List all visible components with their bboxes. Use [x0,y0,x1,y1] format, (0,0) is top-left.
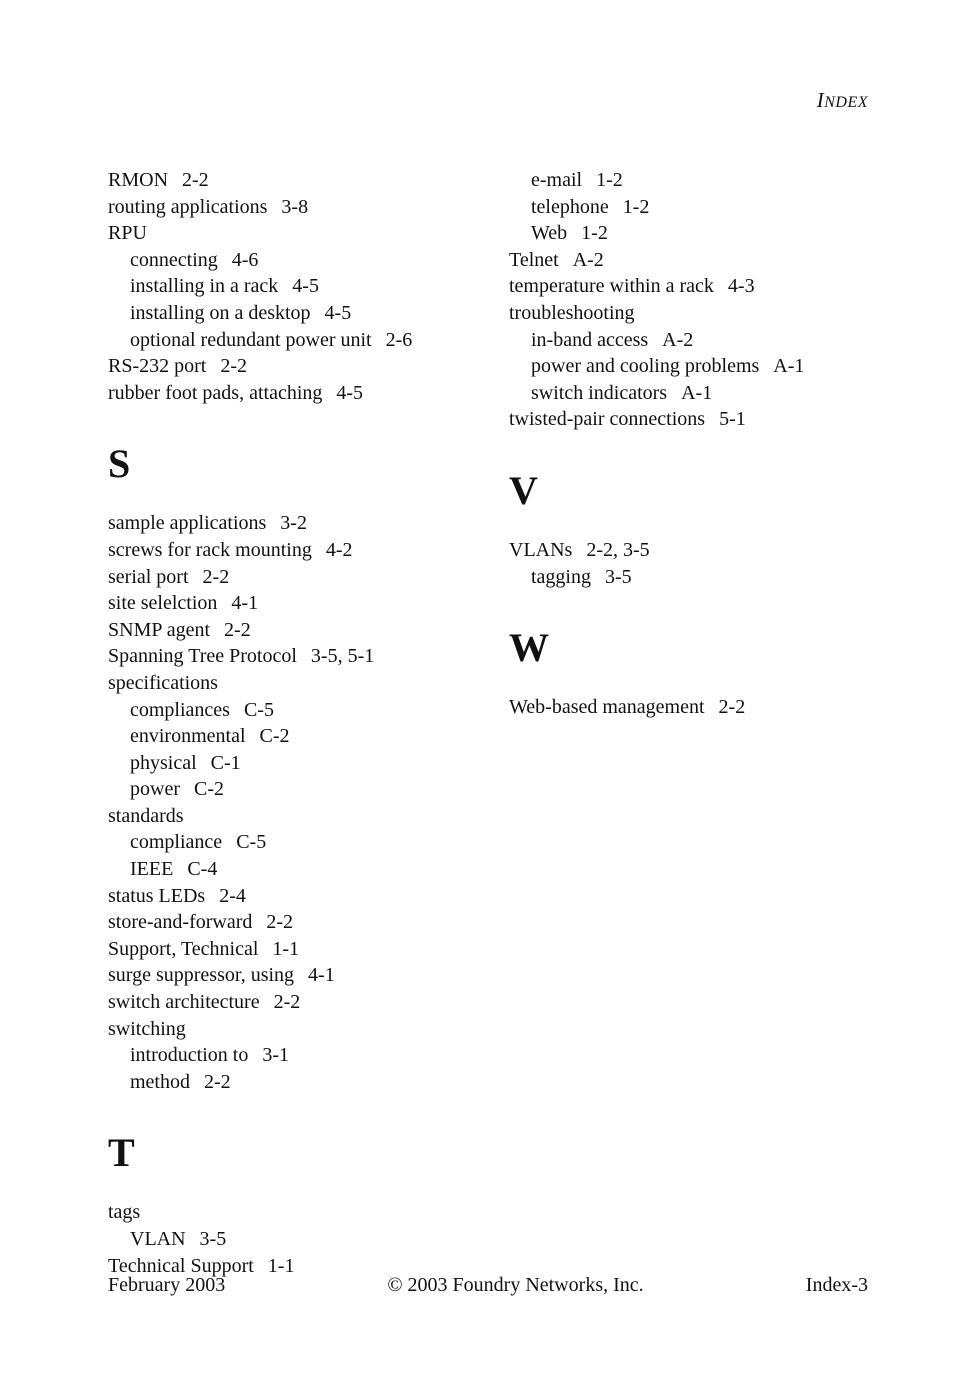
index-term: physical [130,751,197,774]
index-term: introduction to [130,1044,249,1067]
footer-page-number: Index-3 [805,1274,868,1296]
index-page-refs: 3-8 [281,195,309,218]
index-term: power and cooling problems [531,355,760,378]
index-term: Support, Technical [108,937,259,960]
index-term: installing in a rack [130,275,279,298]
index-page-refs: C-4 [187,858,218,881]
index-page-refs: 5-1 [719,408,746,431]
index-term: sample applications [108,512,267,535]
index-term: telephone [531,195,609,218]
index-entry [108,670,498,697]
index-page-refs: 3-1 [262,1044,289,1067]
index-page-refs: 4-5 [292,275,319,298]
index-entry [108,590,498,617]
index-entry [108,1016,498,1043]
index-term: specifications [108,671,218,694]
index-page-refs: 4-5 [336,381,364,404]
index-term: VLAN [130,1228,186,1250]
index-subentry [108,723,498,750]
index-term: status LEDs [108,884,206,907]
index-subentry [108,856,498,883]
index-subentry [509,327,889,354]
section-letter: T [108,1130,135,1176]
index-page-refs: 2-2 [182,169,209,191]
index-entry [108,510,498,537]
index-entry [108,194,498,221]
index-entry [509,694,889,721]
index-column-right [509,167,889,721]
index-page-refs: 1-2 [622,195,650,218]
index-term: Web-based management [509,696,705,719]
index-subentry [108,1226,498,1253]
index-subentry [509,167,889,194]
index-subentry [509,220,889,247]
index-term: environmental [130,725,246,748]
index-page-refs: 2-2 [204,1070,231,1093]
index-entry [108,883,498,910]
index-term: troubleshooting [509,301,635,324]
index-page-refs: 4-2 [325,538,353,561]
index-page-refs: C-5 [236,831,267,854]
index-page-refs: 1-2 [581,222,608,245]
index-term: in-band access [531,328,649,351]
index-term: surge suppressor, using [108,964,295,987]
index-term: Web [531,222,568,245]
index-page-refs: 3-2 [280,512,307,535]
index-page-refs: 1-1 [272,937,300,960]
index-page-refs: 3-5 [605,565,632,588]
index-term: site selelction [108,592,218,615]
index-entry [509,273,889,300]
index-entry [108,803,498,830]
index-page-refs: 1-2 [596,169,623,191]
index-page-refs: 4-5 [324,301,352,324]
index-subentry [108,750,498,777]
index-subentry [509,353,889,380]
index-entry [108,220,498,247]
index-entry [108,909,498,936]
index-term: standards [108,804,184,827]
index-term: switching [108,1017,186,1040]
index-page-refs: 2-2 [718,696,746,719]
index-entry [108,643,498,670]
index-term: compliance [130,831,223,854]
index-page-refs: C-2 [259,725,290,748]
footer-copyright: © 2003 Foundry Networks, Inc. [387,1274,644,1296]
index-subentry [108,300,498,327]
index-term: serial port [108,565,189,588]
index-page-refs: A-2 [662,328,694,351]
index-entry [108,537,498,564]
index-term: RMON [108,169,169,191]
index-term: rubber foot pads, attaching [108,381,323,404]
index-term: switch architecture [108,991,260,1014]
running-head-rest: NDEX [824,94,868,111]
index-subentry [509,380,889,407]
index-page-refs: 2-2 [266,911,294,934]
section-letter: S [108,441,131,487]
index-entry [509,300,889,327]
index-page-refs: 2-4 [219,884,246,907]
index-term: IEEE [130,858,174,881]
index-page-refs: 4-1 [231,592,259,615]
index-page-refs: 3-5, 5-1 [310,645,375,668]
index-page-refs: 2-2 [220,355,248,378]
section-letter: V [509,467,538,513]
index-page-refs: 2-2 [224,618,251,641]
index-page-refs: A-1 [773,355,805,378]
index-entry [108,989,498,1016]
index-page-refs: 2-6 [385,328,413,351]
index-entry [108,380,498,407]
index-entry [108,353,498,380]
index-subentry [108,829,498,856]
index-term: Technical Support [108,1254,254,1277]
index-page-refs: C-2 [193,778,224,801]
index-subentry [108,697,498,724]
index-term: Spanning Tree Protocol [108,645,297,668]
index-term: temperature within a rack [509,275,714,298]
section-letter: W [509,625,549,671]
index-entry [509,537,889,564]
index-entry [108,962,498,989]
index-term: power [130,778,180,801]
index-term: RS-232 port [108,355,207,378]
index-page-refs: 3-5 [199,1228,227,1250]
index-page-refs: C-1 [210,751,241,774]
page-footer [108,1274,868,1297]
index-term: routing applications [108,195,268,218]
index-subentry [108,1069,498,1096]
index-entry [509,406,889,433]
index-term: VLANs [509,538,573,561]
index-subentry [509,194,889,221]
index-subentry [108,327,498,354]
index-term: SNMP agent [108,618,211,641]
index-subentry [509,564,889,591]
index-subentry [108,776,498,803]
index-term: tagging [531,565,591,588]
index-entry [108,1199,498,1226]
index-page-refs: 4-6 [231,248,259,271]
index-page-refs: 2-2 [273,991,301,1014]
footer-date: February 2003 [108,1274,226,1296]
index-term: RPU [108,222,147,245]
index-entry [108,167,498,194]
index-page-refs: 4-3 [727,275,755,298]
index-page-refs: A-2 [572,248,604,271]
index-subentry [108,1042,498,1069]
index-page-refs: C-5 [243,698,274,721]
index-page-refs: A-1 [681,381,713,404]
index-entry [108,564,498,591]
index-term: e-mail [531,169,583,191]
index-page-refs: 2-2 [202,565,230,588]
index-column-left [108,167,498,1279]
index-page-refs: 1-1 [267,1254,295,1277]
index-page-refs: 4-1 [308,964,335,987]
running-head-initial: I [816,88,825,112]
index-subentry [108,247,498,274]
index-entry [108,617,498,644]
index-term: connecting [130,248,218,271]
index-entry [108,936,498,963]
index-page-refs: 2-2, 3-5 [586,538,650,561]
index-term: store-and-forward [108,911,253,934]
index-term: tags [108,1201,141,1224]
index-subentry [108,273,498,300]
index-term: Telnet [509,248,559,271]
index-term: twisted-pair connections [509,408,706,431]
index-entry [509,247,889,274]
running-head [817,88,868,113]
index-term: method [130,1070,190,1093]
index-term: compliances [130,698,230,721]
index-term: installing on a desktop [130,301,311,324]
index-term: switch indicators [531,381,668,404]
index-term: screws for rack mounting [108,538,312,561]
index-term: optional redundant power unit [130,328,372,351]
